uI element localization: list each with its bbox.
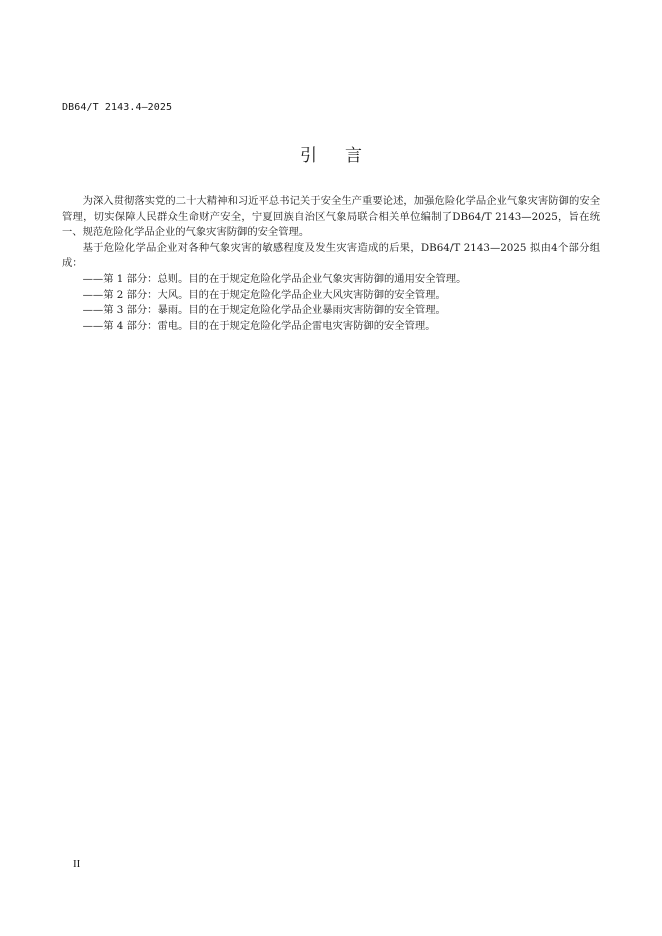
document-code: DB64/T 2143.4—2025	[62, 102, 173, 113]
part-list-item-4: ——第 4 部分：雷电。目的在于规定危险化学品企雷电灾害防御的安全管理。	[82, 319, 436, 332]
intro-paragraph: 为深入贯彻落实党的二十大精神和习近平总书记关于安全生产重要论述，加强危险化学品企业气象灾害防御的安全管理，切实保障人民群众生命财产安全，宁夏回族自治区气象局联合相关单位编制了DB64/T 2143—2025，旨在统一、规范危险化学品企业的气象灾害防御的安全管理。	[62, 195, 600, 239]
body-text	[62, 194, 600, 334]
page-title: 引言	[300, 146, 390, 166]
composition-paragraph: 基于危险化学品企业对各种气象灾害的敏感程度及发生灾害造成的后果，DB64/T 2143—2025 拟由4个部分组成：	[62, 241, 600, 270]
page-number: II	[73, 858, 81, 870]
part-list-item-1: ——第 1 部分：总则。目的在于规定危险化学品企业气象灾害防御的通用安全管理。	[82, 272, 467, 285]
part-list-item-2: ——第 2 部分：大风。目的在于规定危险化学品企业大风灾害防御的安全管理。	[82, 288, 446, 301]
part-list-item-3: ——第 3 部分：暴雨。目的在于规定危险化学品企业暴雨灾害防御的安全管理。	[82, 304, 446, 317]
